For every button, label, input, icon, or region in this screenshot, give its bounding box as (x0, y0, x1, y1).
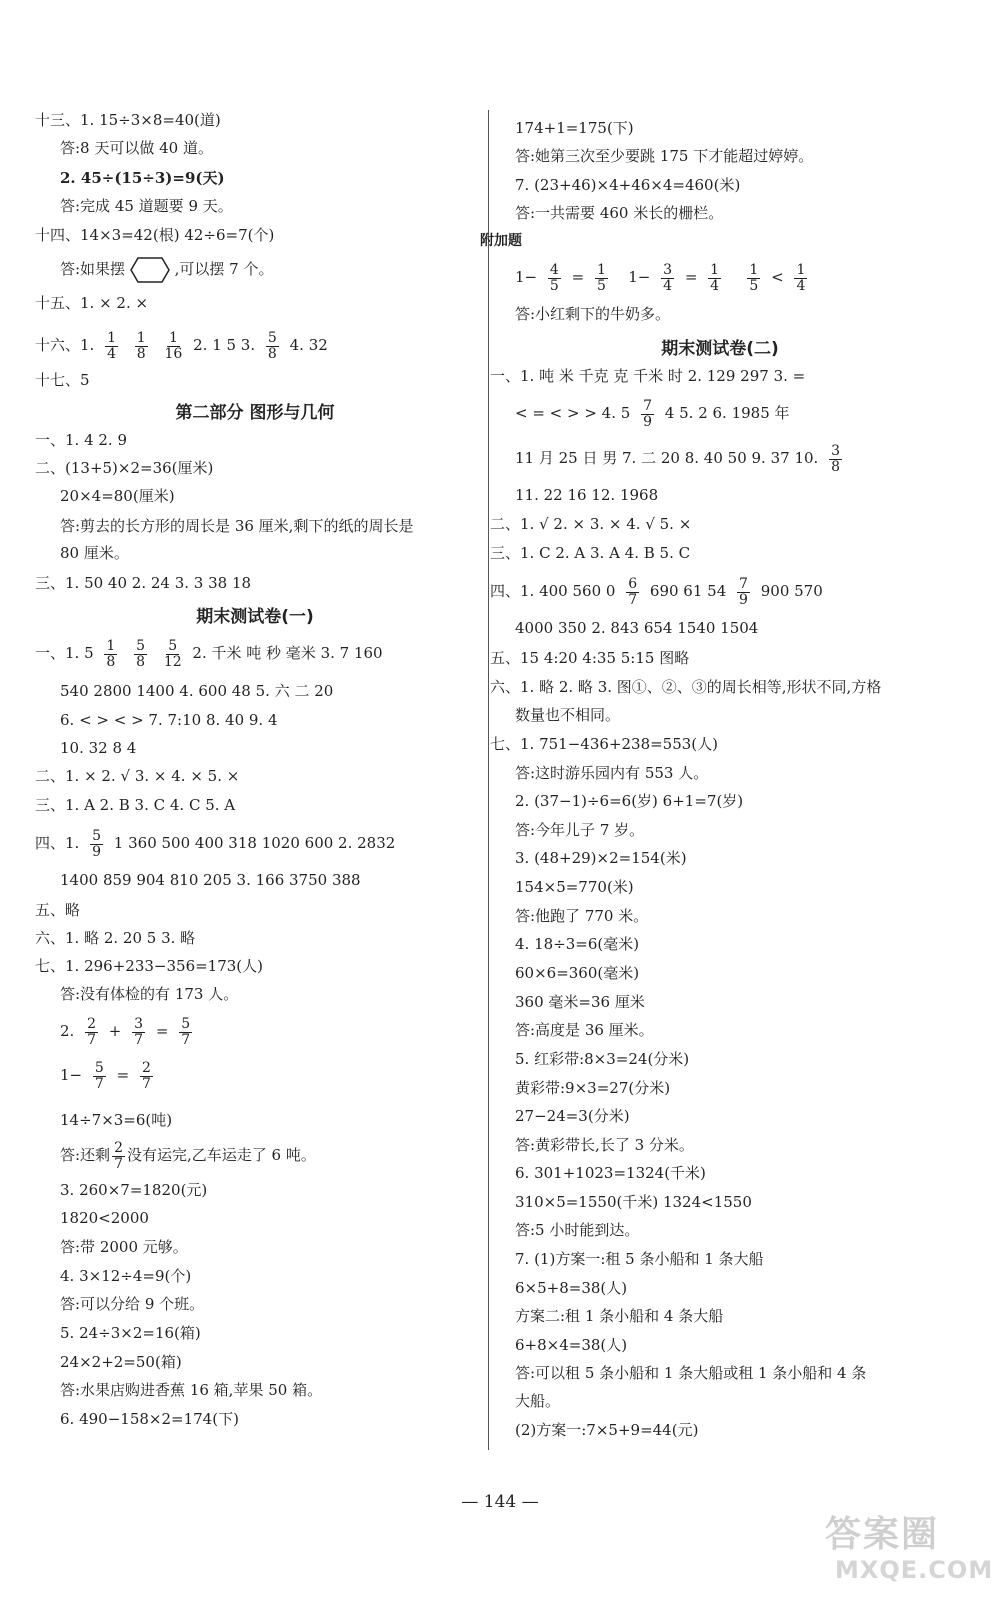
text-line: 答:他跑了 770 米。 (515, 907, 649, 925)
text-line: 27−24=3(分米) (515, 1107, 630, 1125)
text-line: 24×2+2=50(箱) (60, 1353, 182, 1371)
text-line: 一、1. 吨 米 千克 克 千米 时 2. 129 297 3. = (490, 367, 806, 385)
text-fragment: 2. 千米 吨 秒 毫米 3. 7 160 (192, 644, 383, 662)
fraction (135, 331, 148, 362)
denominator: 7 (87, 1031, 97, 1048)
fraction (85, 1017, 98, 1048)
text-line: 1820<2000 (60, 1209, 149, 1227)
section-heading: 期末测试卷(一) (196, 607, 314, 627)
text-line: 答:可以租 5 条小船和 1 条大船或租 1 条小船和 4 条 (515, 1364, 867, 1382)
section-heading: 期末测试卷(二) (661, 339, 779, 359)
text-line (60, 1014, 198, 1048)
text-line: 1400 859 904 810 205 3. 166 3750 388 (60, 871, 361, 889)
text-line: 方案二:租 1 条小船和 4 条大船 (515, 1307, 724, 1325)
text-line: 60×6=360(毫米) (515, 964, 640, 982)
column-divider (488, 110, 489, 1450)
text-line: 三、1. A 2. B 3. C 4. C 5. A (35, 796, 236, 814)
fraction (165, 331, 183, 362)
numerator: 3 (831, 442, 840, 459)
numerator: 5 (181, 1015, 191, 1032)
text-line: 174+1=175(下) (515, 119, 634, 137)
numerator: 6 (628, 575, 638, 592)
numerator: 5 (168, 637, 178, 654)
fraction (708, 263, 721, 294)
text-line: 11. 22 16 12. 1968 (515, 486, 659, 504)
text-line: 七、1. 296+233−356=173(人) (35, 957, 264, 975)
text-line (60, 1058, 159, 1092)
text-line: 5. 24÷3×2=16(箱) (60, 1324, 201, 1342)
text-line: 4. 3×12÷4=9(个) (60, 1267, 192, 1285)
text-fragment: 1 360 500 400 318 1020 600 2. 2832 (113, 834, 396, 852)
fraction (93, 1061, 106, 1092)
section-heading: 第二部分 图形与几何 (175, 403, 335, 423)
text-line (490, 574, 823, 608)
numerator: 2 (114, 1139, 123, 1156)
numerator: 4 (549, 261, 559, 278)
text-line: 答:一共需要 460 米长的栅栏。 (515, 204, 724, 222)
fraction (105, 331, 118, 362)
denominator: 4 (663, 277, 673, 294)
numerator: 5 (136, 637, 146, 654)
text-line (35, 826, 395, 860)
text-fragment: 四、1. 400 560 0 (490, 582, 616, 600)
numerator: 5 (267, 329, 277, 346)
text-fragment: 1− (60, 1066, 83, 1084)
text-line (35, 636, 383, 670)
text-line: 360 毫米=36 厘米 (515, 993, 645, 1011)
text-fragment: 答:还剩 (60, 1146, 111, 1164)
text-line: 答:黄彩带长,长了 3 分米。 (515, 1136, 694, 1154)
text-line: 答:水果店购进香蕉 16 箱,苹果 50 箱。 (60, 1381, 323, 1399)
fraction (626, 577, 639, 608)
text-fragment: 2. 1 5 3. (193, 336, 256, 354)
text-line (35, 328, 328, 362)
text-line: 二、1. × 2. √ 3. × 4. × 5. × (35, 767, 240, 785)
text-line: 黄彩带:9×3=27(分米) (515, 1079, 671, 1097)
fraction (661, 263, 674, 294)
text-line: 十三、1. 15÷3×8=40(道) (35, 111, 221, 129)
text-line: 3. 260×7=1820(元) (60, 1181, 208, 1199)
fraction (595, 263, 608, 294)
text-line: (2)方案一:7×5+9=44(元) (515, 1421, 699, 1439)
text-fragment: 11 月 25 日 男 7. 二 20 8. 40 50 9. 37 10. (515, 449, 819, 467)
numerator: 1 (796, 261, 806, 278)
text-fragment: 4. 32 (289, 336, 328, 354)
fraction (140, 1061, 153, 1092)
text-fragment: 没有运完,乙车运走了 6 吨。 (126, 1146, 316, 1164)
text-line: 六、1. 略 2. 略 3. 图①、②、③的周长相等,形状不同,方格 (490, 678, 882, 696)
numerator: 2 (87, 1015, 97, 1032)
text-fragment: = (684, 268, 698, 286)
text-line (60, 1138, 316, 1172)
text-line: 三、1. C 2. A 3. A 4. B 5. C (490, 544, 691, 562)
text-line: 五、略 (35, 901, 81, 919)
text-line: 4. 18÷3=6(毫米) (515, 935, 640, 953)
fraction (548, 263, 561, 294)
text-fragment: 2. (60, 1022, 75, 1040)
watermark-logo (815, 1504, 994, 1592)
fraction (266, 331, 279, 362)
text-line: 80 厘米。 (60, 544, 129, 562)
text-line: 答:今年儿子 7 岁。 (515, 821, 645, 839)
text-line: 三、1. 50 40 2. 24 3. 3 38 18 (35, 574, 252, 592)
text-line: 答:完成 45 道题要 9 天。 (60, 197, 233, 215)
text-line: 五、15 4:20 4:35 5:15 图略 (490, 649, 690, 667)
fraction (179, 1017, 192, 1048)
text-line: 7. (1)方案一:租 5 条小船和 1 条大船 (515, 1250, 764, 1268)
denominator: 7 (628, 591, 638, 608)
text-line: 2. 45÷(15÷3)=9(天) (60, 169, 225, 187)
text-fragment: = (155, 1022, 169, 1040)
text-line (515, 396, 790, 430)
text-fragment: = (571, 268, 585, 286)
text-line: 答:5 小时能到达。 (515, 1221, 640, 1239)
numerator: 1 (107, 329, 117, 346)
text-line (515, 260, 813, 294)
text-line: 154×5=770(米) (515, 878, 634, 896)
fraction (132, 1017, 145, 1048)
text-fragment: = (116, 1066, 130, 1084)
denominator: 4 (107, 345, 117, 362)
text-line: 540 2800 1400 4. 600 48 5. 六 二 20 (60, 682, 334, 700)
watermark-url: MXQE.COM (835, 1556, 994, 1584)
page-number: — 144 — (461, 1492, 539, 1512)
numerator: 3 (134, 1015, 144, 1032)
text-line: 答:高度是 36 厘米。 (515, 1021, 654, 1039)
text-line: 10. 32 8 4 (60, 739, 137, 757)
fraction (747, 263, 760, 294)
text-line: 2. (37−1)÷6=6(岁) 6+1=7(岁) (515, 792, 744, 810)
denominator: 9 (92, 843, 102, 860)
text-line: 答:可以分给 9 个班。 (60, 1295, 205, 1313)
text-fragment: 4 5. 2 6. 1985 年 (664, 404, 790, 422)
text-fragment: 四、1. (35, 834, 80, 852)
denominator: 8 (136, 345, 146, 362)
denominator: 5 (596, 277, 606, 294)
fraction (134, 639, 147, 670)
denominator: 5 (549, 277, 559, 294)
text-line: 20×4=80(厘米) (60, 487, 175, 505)
text-line: 七、1. 751−436+238=553(人) (490, 735, 719, 753)
text-line: 数量也不相同。 (515, 706, 621, 724)
text-fragment: 十六、1. (35, 336, 95, 354)
text-line: 6×5+8=38(人) (515, 1279, 628, 1297)
fraction (641, 399, 654, 430)
denominator: 7 (94, 1075, 104, 1092)
text-line: 答:她第三次至少要跳 175 下才能超过婷婷。 (515, 147, 814, 165)
numerator: 5 (92, 827, 102, 844)
denominator: 8 (106, 653, 116, 670)
text-fragment: + (108, 1022, 122, 1040)
text-line: 十七、5 (35, 371, 90, 389)
numerator: 1 (106, 637, 116, 654)
text-line: 答:8 天可以做 40 道。 (60, 139, 213, 157)
text-fragment: < = < > > 4. 5 (515, 404, 631, 422)
denominator: 7 (181, 1031, 191, 1048)
denominator: 7 (134, 1031, 144, 1048)
text-line: 二、(13+5)×2=36(厘米) (35, 459, 214, 477)
text-line: 答:小红剩下的牛奶多。 (515, 305, 671, 323)
denominator: 9 (643, 413, 653, 430)
text-line: 6. 301+1023=1324(千米) (515, 1164, 706, 1182)
text-line: 答:没有体检的有 173 人。 (60, 985, 239, 1003)
section-label: 附加题 (480, 233, 522, 249)
fraction (104, 639, 117, 670)
text-line: 答:剪去的长方形的周长是 36 厘米,剩下的纸的周长是 (60, 517, 414, 535)
numerator: 3 (663, 261, 673, 278)
denominator: 12 (163, 653, 182, 670)
denominator: 7 (141, 1075, 151, 1092)
numerator: 7 (739, 575, 748, 592)
fraction (164, 639, 182, 670)
denominator: 8 (267, 345, 277, 362)
numerator: 1 (168, 329, 178, 346)
denominator: 5 (749, 277, 759, 294)
text-fragment: 900 570 (760, 582, 823, 600)
text-fragment: 1− (515, 268, 538, 286)
text-fragment: 答:如果摆 (60, 260, 126, 278)
numerator: 1 (136, 329, 146, 346)
numerator: 5 (94, 1059, 104, 1076)
text-line: 六、1. 略 2. 20 5 3. 略 (35, 929, 196, 947)
text-line: 6. < > < > 7. 7:10 8. 40 9. 4 (60, 711, 278, 729)
text-line: 310×5=1550(千米) 1324<1550 (515, 1193, 752, 1211)
hexagon-icon (130, 257, 170, 283)
text-line: 14÷7×3=6(吨) (60, 1111, 173, 1129)
text-line (60, 257, 273, 283)
denominator: 7 (114, 1155, 123, 1172)
numerator: 2 (141, 1059, 151, 1076)
numerator: 1 (710, 261, 720, 278)
numerator: 1 (596, 261, 606, 278)
text-line: 3. (48+29)×2=154(米) (515, 849, 687, 867)
denominator: 4 (710, 277, 720, 294)
text-line: 5. 红彩带:8×3=24(分米) (515, 1050, 690, 1068)
text-line: 十五、1. × 2. × (35, 294, 149, 312)
text-fragment: 690 61 54 (649, 582, 727, 600)
text-line (515, 441, 848, 475)
text-fragment: ,可以摆 7 个。 (174, 260, 274, 278)
text-line: 6. 490−158×2=174(下) (60, 1410, 239, 1428)
text-line: 6+8×4=38(人) (515, 1336, 628, 1354)
text-line: 二、1. √ 2. × 3. × 4. √ 5. × (490, 515, 692, 533)
numerator: 1 (749, 261, 759, 278)
text-line: 一、1. 4 2. 9 (35, 431, 128, 449)
numerator: 7 (643, 397, 653, 414)
text-fragment: 一、1. 5 (35, 644, 94, 662)
fraction (829, 444, 842, 475)
fraction (794, 263, 807, 294)
fraction (90, 829, 103, 860)
denominator: 8 (831, 458, 840, 475)
text-line: 答:这时游乐园内有 553 人。 (515, 764, 709, 782)
text-line: 十四、14×3=42(根) 42÷6=7(个) (35, 226, 275, 244)
denominator: 9 (739, 591, 748, 608)
text-line: 7. (23+46)×4+46×4=460(米) (515, 176, 741, 194)
watermark-title: 答案圈 (825, 1514, 940, 1555)
fraction (737, 577, 750, 608)
text-fragment: 1− (628, 268, 651, 286)
denominator: 8 (136, 653, 146, 670)
fraction (112, 1141, 125, 1172)
denominator: 16 (164, 345, 183, 362)
text-line: 答:带 2000 元够。 (60, 1238, 188, 1256)
text-line: 4000 350 2. 843 654 1540 1504 (515, 619, 759, 637)
text-fragment: < (771, 268, 784, 286)
text-line: 大船。 (515, 1392, 561, 1410)
denominator: 4 (796, 277, 806, 294)
